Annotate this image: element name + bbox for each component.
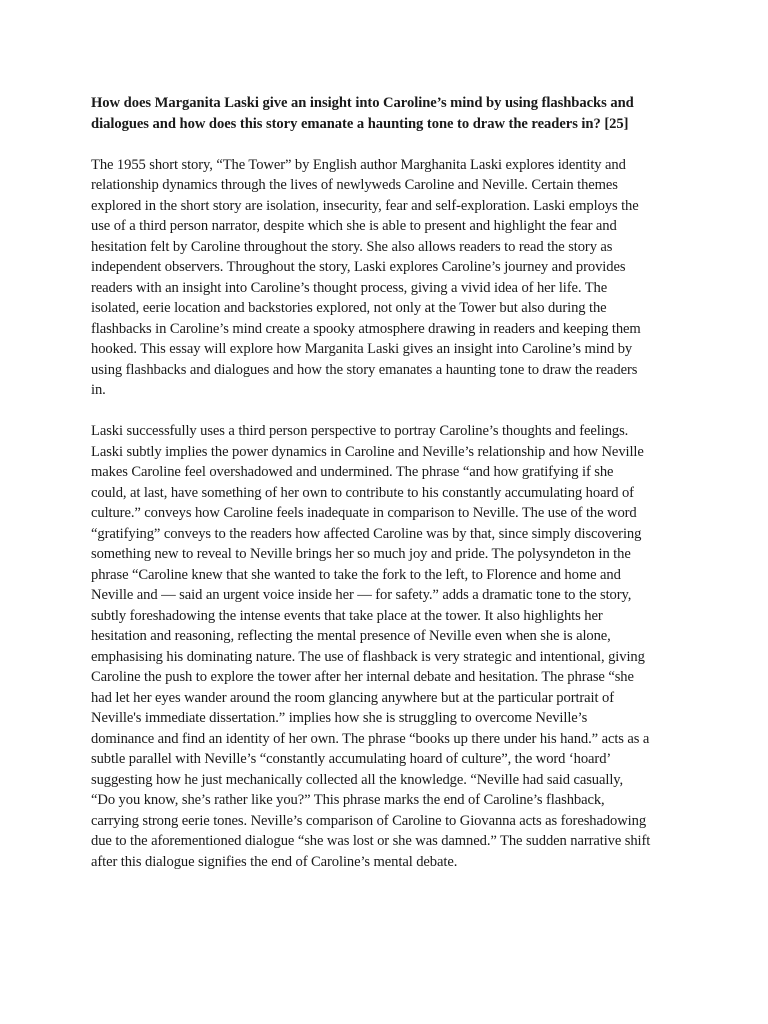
- paragraph-line: carrying strong eerie tones. Neville’s comparison of Caroline to Giovanna acts as foreshadowing: [91, 812, 647, 829]
- paragraph-line: “Do you know, she’s rather like you?” This phrase marks the end of Caroline’s flashback,: [91, 792, 605, 808]
- paragraph-line: in.: [91, 382, 106, 398]
- paragraph-line: hesitation felt by Caroline throughout the story. She also allows readers to read the story as: [91, 238, 613, 255]
- heading-line: How does Marganita Laski give an insight into Caroline’s mind by using flashbacks and: [91, 95, 634, 111]
- paragraph-line: emphasising his dominating nature. The use of flashback is very strategic and intentional, giving: [91, 648, 645, 665]
- paragraph-line: phrase “Caroline knew that she wanted to take the fork to the left, to Florence and home and: [91, 566, 621, 583]
- introduction-paragraph: [91, 155, 681, 401]
- paragraph-line: suggesting how he just mechanically collected all the knowledge. “Neville had said casually,: [91, 771, 624, 788]
- paragraph-line: dominance and find an identity of her own. The phrase “books up there under his hand.” acts as a: [91, 730, 650, 747]
- paragraph-line: explored in the short story are isolation, insecurity, fear and self-exploration. Laski employs the: [91, 197, 639, 214]
- paragraph-line: Neville and — said an urgent voice inside her — for safety.” adds a dramatic tone to the story,: [91, 587, 632, 603]
- paragraph-line: had let her eyes wander around the room glancing anywhere but at the particular portrait of: [91, 689, 614, 706]
- paragraph-line: flashbacks in Caroline’s mind create a spooky atmosphere drawing in readers and keeping them: [91, 320, 641, 337]
- paragraph-line: culture.” conveys how Caroline feels inadequate in comparison to Neville. The use of the word: [91, 505, 637, 521]
- paragraph-line: Neville's immediate dissertation.” implies how she is struggling to overcome Neville’s: [91, 710, 588, 726]
- paragraph-line: hesitation and reasoning, reflecting the mental presence of Neville even when she is alone,: [91, 628, 611, 644]
- paragraph-line: Laski subtly implies the power dynamics in Caroline and Neville’s relationship and how Neville: [91, 443, 644, 460]
- paragraph-line: after this dialogue signifies the end of Caroline’s mental debate.: [91, 853, 458, 870]
- paragraph-line: use of a third person narrator, despite which she is able to present and highlight the fear and: [91, 218, 617, 234]
- paragraph-line: makes Caroline feel overshadowed and undermined. The phrase “and how gratifying if she: [91, 464, 614, 480]
- paragraph-line: isolated, eerie location and backstories explored, not only at the Tower but also during the: [91, 300, 607, 316]
- paragraph-line: Caroline the push to explore the tower after her internal debate and hesitation. The phrase “she: [91, 669, 634, 685]
- paragraph-line: independent observers. Throughout the story, Laski explores Caroline’s journey and provides: [91, 259, 626, 275]
- paragraph-line: readers with an insight into Caroline’s thought process, giving a vivid idea of her life. The: [91, 279, 608, 296]
- document-page: [91, 93, 681, 893]
- essay-question-heading: [91, 93, 681, 134]
- paragraph-line: hooked. This essay will explore how Marganita Laski gives an insight into Caroline’s mind by: [91, 341, 633, 357]
- paragraph-line: subtle parallel with Neville’s “constantly accumulating hoard of culture”, the word ‘hoard’: [91, 751, 612, 767]
- paragraph-line: something new to reveal to Neville brings her so much joy and pride. The polysyndeton in the: [91, 546, 631, 562]
- paragraph-line: The 1955 short story, “The Tower” by English author Marghanita Laski explores identity and: [91, 156, 626, 173]
- paragraph-line: Laski successfully uses a third person perspective to portray Caroline’s thoughts and feelings.: [91, 423, 629, 439]
- body-paragraph: [91, 421, 681, 872]
- paragraph-line: subtly foreshadowing the intense events that take place at the tower. It also highlights her: [91, 607, 603, 624]
- paragraph-line: “gratifying” conveys to the readers how affected Caroline was by that, since simply discovering: [91, 525, 642, 542]
- paragraph-line: due to the aforementioned dialogue “she was lost or she was damned.” The sudden narrative shift: [91, 833, 651, 849]
- paragraph-line: using flashbacks and dialogues and how the story emanates a haunting tone to draw the readers: [91, 361, 638, 378]
- paragraph-line: relationship dynamics through the lives of newlyweds Caroline and Neville. Certain themes: [91, 177, 618, 193]
- heading-line: dialogues and how does this story emanate a haunting tone to draw the readers in? [25]: [91, 115, 629, 132]
- paragraph-line: could, at last, have something of her own to contribute to his constantly accumulating hoard of: [91, 484, 634, 501]
